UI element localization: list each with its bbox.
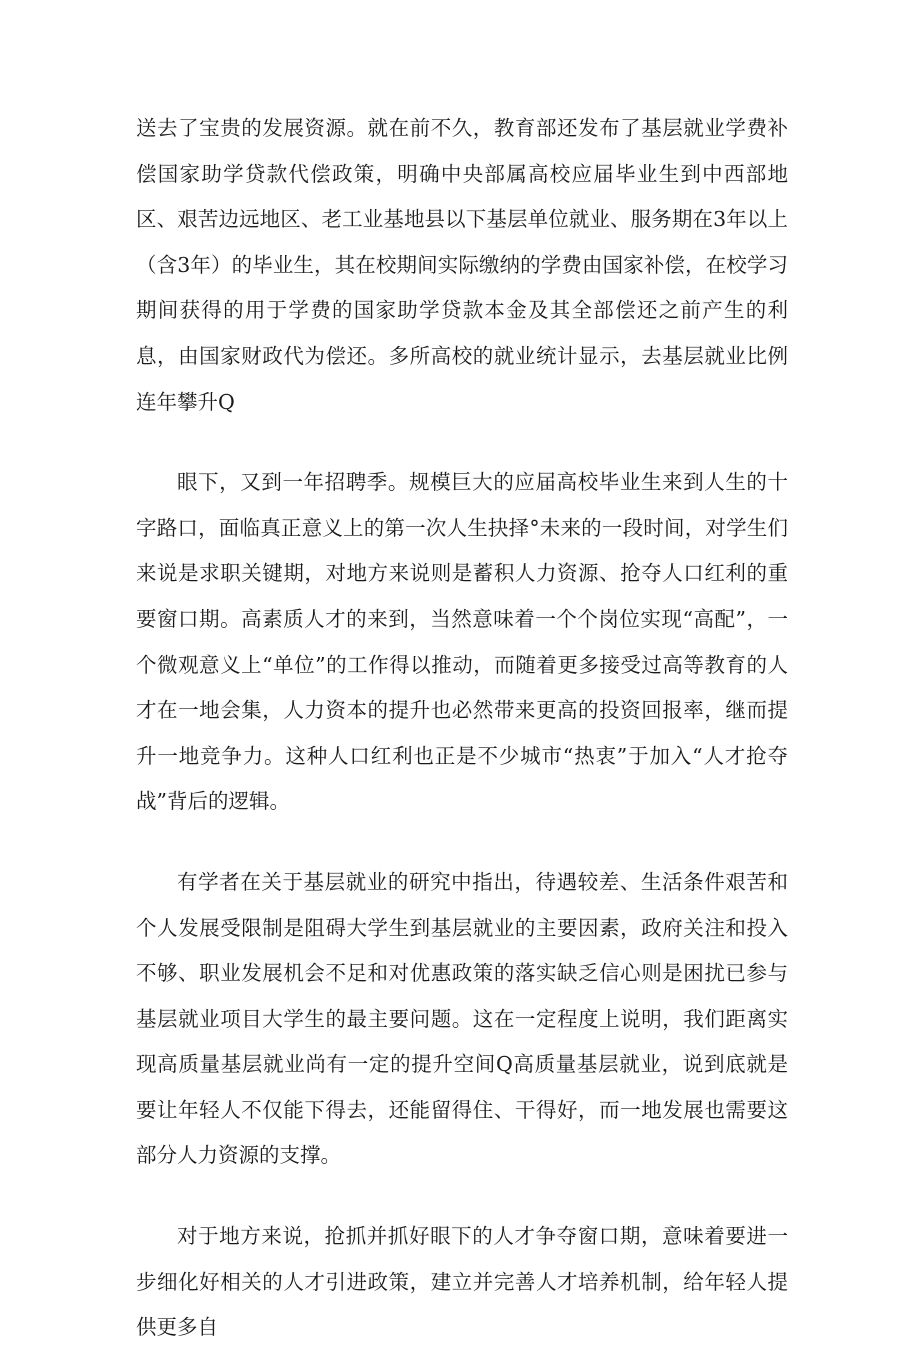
paragraph-4: 对于地方来说，抢抓并抓好眼下的人才争夺窗口期，意味着要进一步细化好相关的人才引进政策，建立并完善人才培养机制，给年轻人提供更多自 (136, 1224, 788, 1340)
article-body (136, 106, 788, 1351)
paragraph-1: 送去了宝贵的发展资源。就在前不久，教育部还发布了基层就业学费补偿国家助学贷款代偿政策，明确中央部属高校应届毕业生到中西部地区、艰苦边远地区、老工业基地县以下基层单位就业、服务期在3年以上（含3年）的毕业生，其在校期间实际缴纳的学费由国家补偿，在校学习期间获得的用于学费的国家助学贷款本金及其全部偿还之前产生的利息，由国家财政代为偿还。多所高校的就业统计显示，去基层就业比例连年攀升Q (136, 116, 788, 414)
paragraph-2: 眼下，又到一年招聘季。规模巨大的应届高校毕业生来到人生的十字路口，面临真正意义上的第一次人生抉择°未来的一段时间，对学生们来说是求职关键期，对地方来说则是蓄积人力资源、抢夺人口红利的重要窗口期。高素质人才的来到，当然意味着一个个岗位实现“高配”，一个微观意义上“单位”的工作得以推动，而随着更多接受过高等教育的人才在一地会集，人力资本的提升也必然带来更高的投资回报率，继而提升一地竞争力。这种人口红利也正是不少城市“热衷”于加入“人才抢夺战”背后的逻辑。 (136, 470, 788, 814)
paragraph-3: 有学者在关于基层就业的研究中指出，待遇较差、生活条件艰苦和个人发展受限制是阻碍大学生到基层就业的主要因素，政府关注和投入不够、职业发展机会不足和对优惠政策的落实缺乏信心则是困扰已参与基层就业项目大学生的最主要问题。这在一定程度上说明，我们距离实现高质量基层就业尚有一定的提升空间Q高质量基层就业，说到底就是要让年轻人不仅能下得去，还能留得住、干得好，而一地发展也需要这部分人力资源的支撑。 (136, 869, 788, 1168)
